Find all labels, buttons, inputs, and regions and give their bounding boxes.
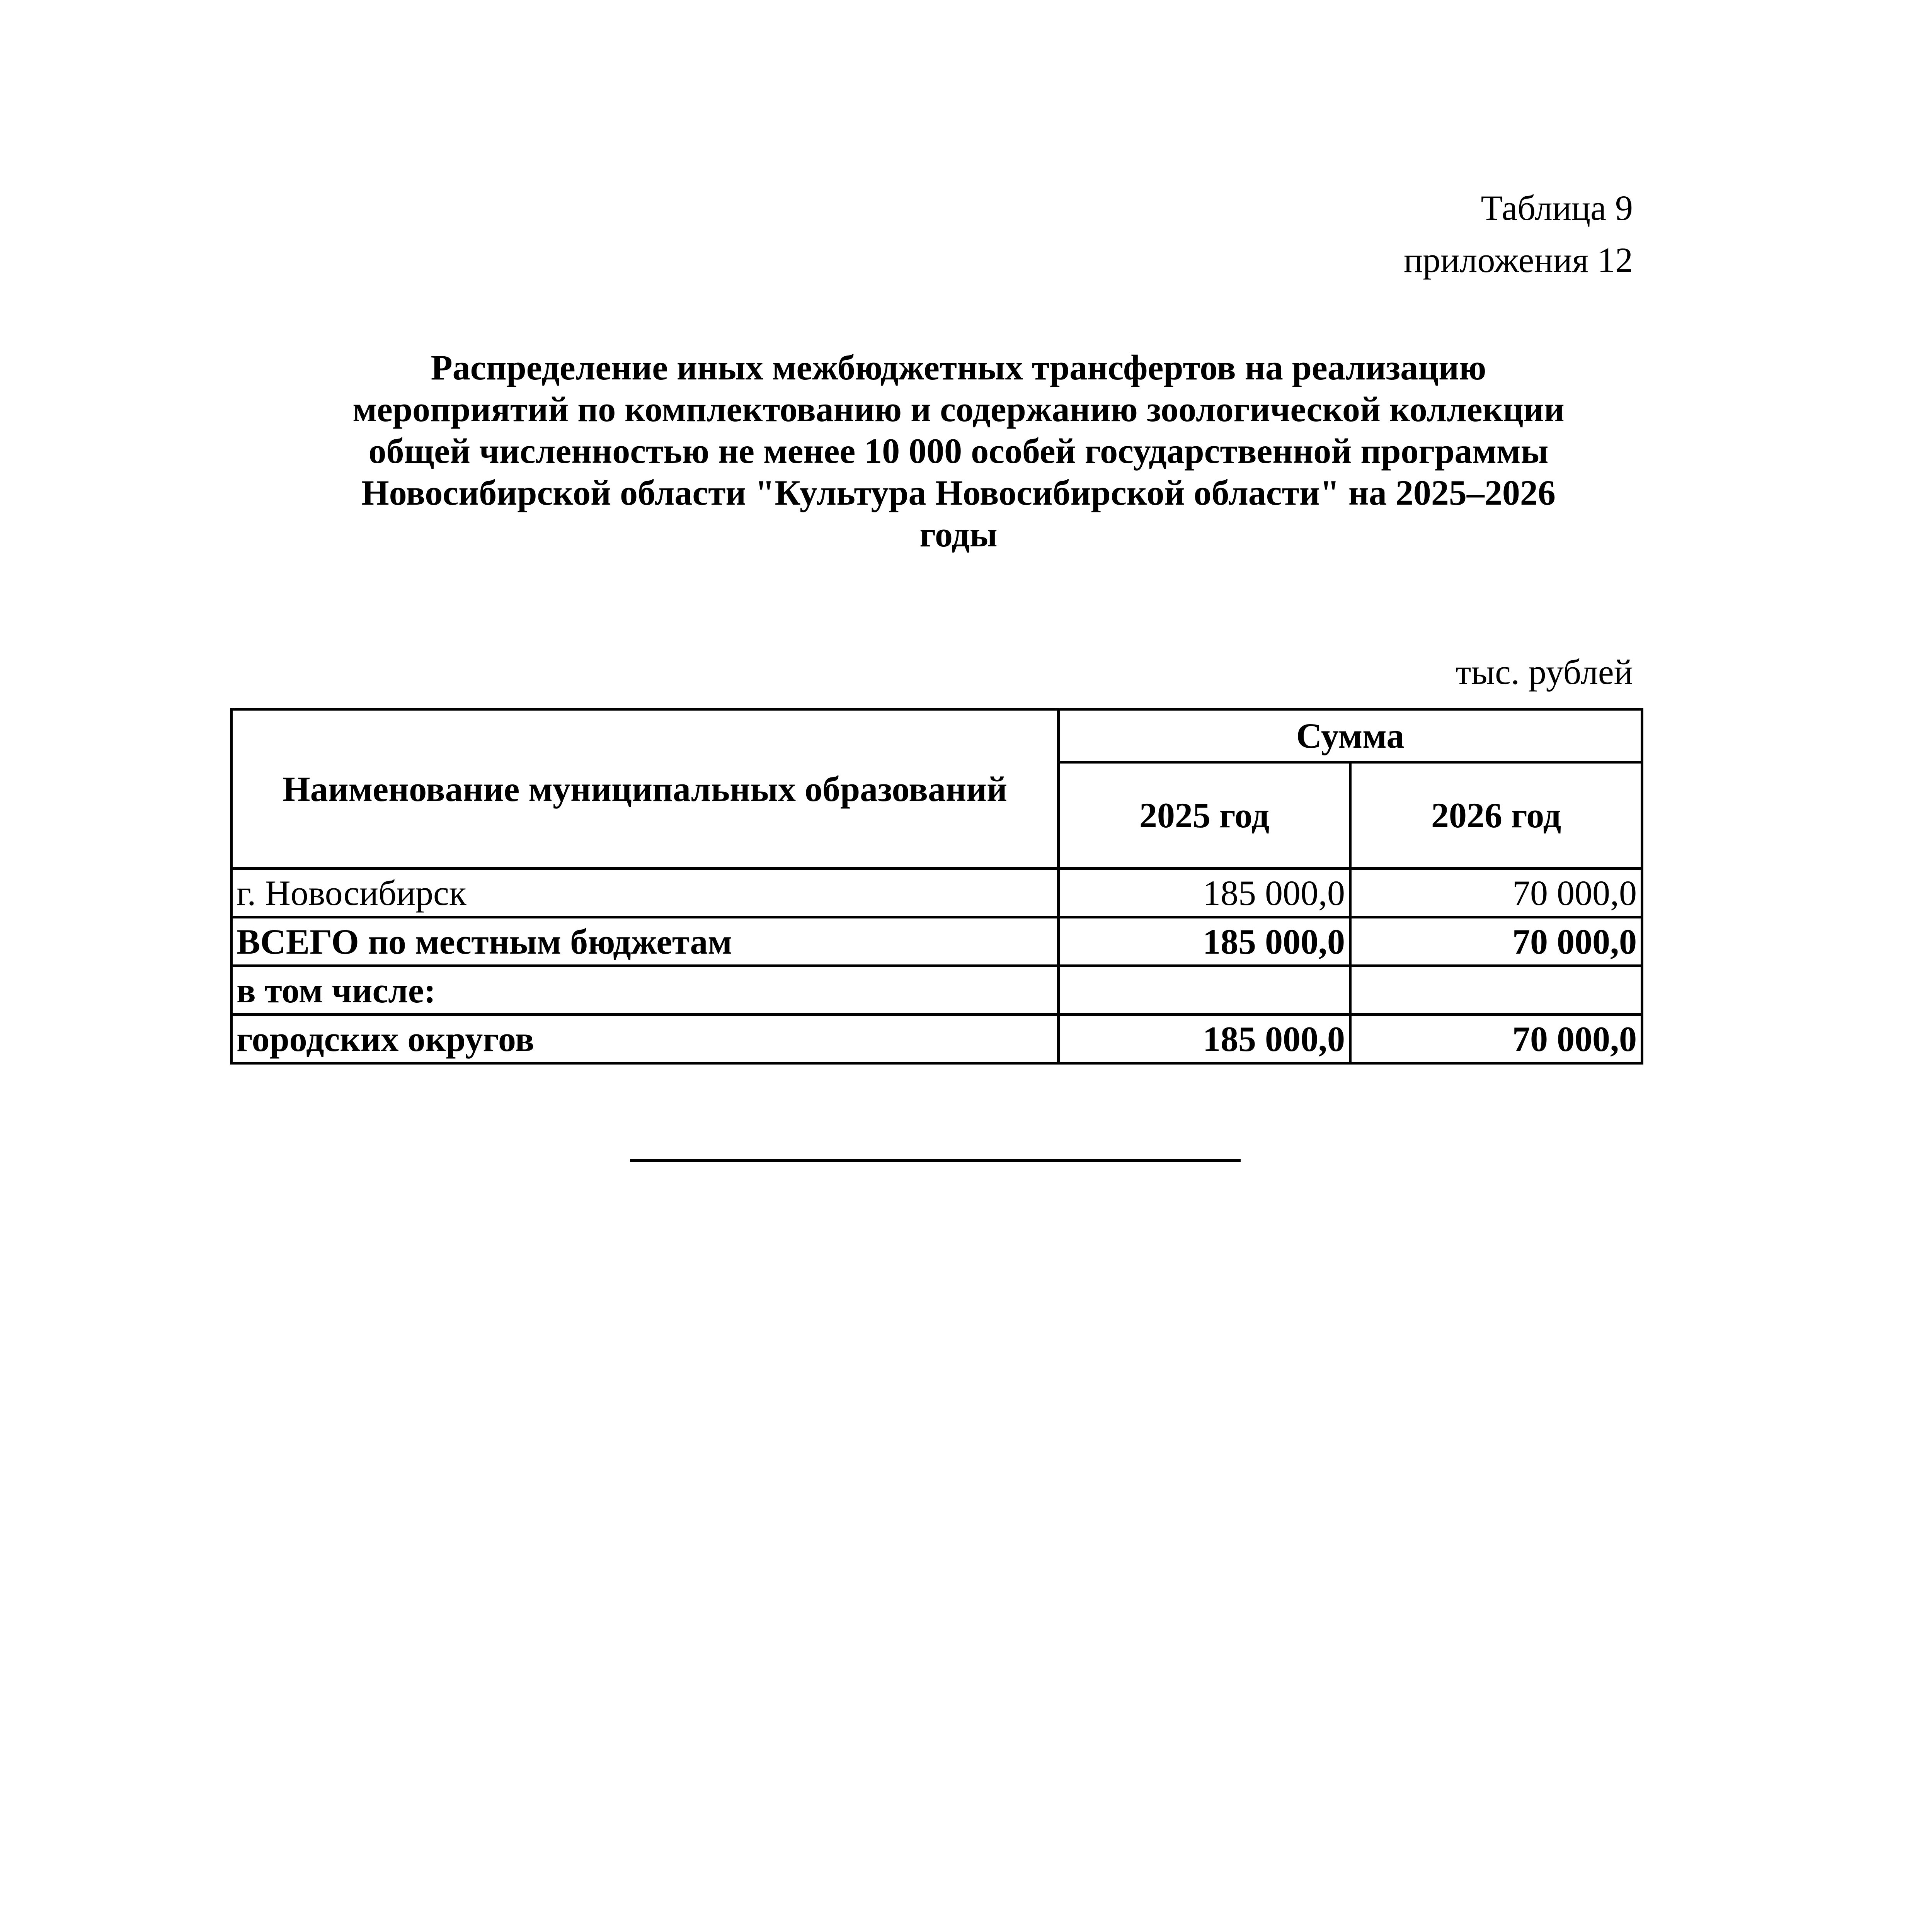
table-header-row	[232, 709, 1642, 762]
table-row	[232, 869, 1642, 917]
row-value-2026: 70 000,0	[1350, 869, 1642, 917]
row-name: г. Новосибирск	[232, 869, 1059, 917]
transfers-table	[230, 708, 1643, 1065]
units-label: тыс. рублей	[1456, 652, 1633, 692]
title-line: общей численностью не менее 10 000 особей государственной программы	[368, 431, 1549, 471]
row-value-2025	[1059, 966, 1350, 1015]
table-row	[232, 1015, 1642, 1063]
row-value-2025: 185 000,0	[1059, 917, 1350, 966]
table-row	[232, 966, 1642, 1015]
title-line: Распределение иных межбюджетных трансфертов на реализацию	[431, 348, 1486, 387]
table-number-label: Таблица 9	[1481, 188, 1633, 228]
table-row-total	[232, 917, 1642, 966]
row-value-2026	[1350, 966, 1642, 1015]
column-header-sum: Сумма	[1059, 709, 1642, 762]
title-line: мероприятий по комплектованию и содержанию зоологической коллекции	[352, 389, 1565, 429]
row-value-2025: 185 000,0	[1059, 869, 1350, 917]
document-title	[216, 347, 1701, 555]
closing-rule	[630, 1159, 1241, 1162]
row-value-2026: 70 000,0	[1350, 1015, 1642, 1063]
row-value-2025: 185 000,0	[1059, 1015, 1350, 1063]
title-line: годы	[919, 515, 998, 554]
row-value-2026: 70 000,0	[1350, 917, 1642, 966]
title-line: Новосибирской области "Культура Новосибирской области" на 2025–2026	[361, 473, 1556, 512]
row-name: ВСЕГО по местным бюджетам	[232, 917, 1059, 966]
row-name: в том числе:	[232, 966, 1059, 1015]
appendix-label: приложения 12	[1403, 240, 1633, 280]
column-header-2025: 2025 год	[1059, 762, 1350, 869]
column-header-2026: 2026 год	[1350, 762, 1642, 869]
row-name: городских округов	[232, 1015, 1059, 1063]
column-header-municipality: Наименование муниципальных образований	[232, 709, 1059, 869]
